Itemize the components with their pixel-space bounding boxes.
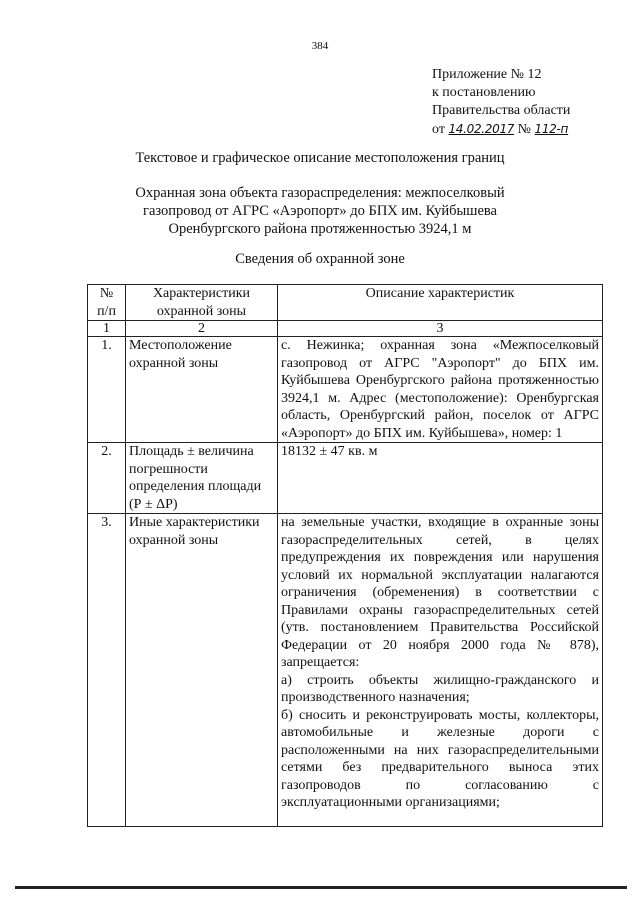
appendix-line-1: Приложение № 12 (432, 67, 542, 82)
row-number: 2. (88, 443, 126, 514)
header-characteristic-line-1: Характеристики (152, 286, 251, 301)
header-characteristic-line-2: охранной зоны (156, 303, 247, 319)
subtitle-line-3: Оренбургского района протяженностью 3924,1 м (168, 221, 472, 237)
appendix-line-2: к постановлению (432, 85, 536, 100)
index-cell: 2 (126, 321, 278, 337)
handwritten-number: 112-п (534, 122, 569, 136)
table-header-row (88, 285, 603, 321)
section-title: Сведения об охранной зоне (235, 251, 405, 267)
row-description: 18132 ± 47 кв. м (278, 443, 603, 514)
header-number-line-1: № (99, 286, 114, 301)
protection-zone-table (87, 284, 603, 827)
appendix-block (432, 66, 570, 139)
page-number: 384 (311, 40, 329, 52)
description-item-b: б) сносить и реконструировать мосты, коллекторы, автомобильные и железные дороги с расположенными на них газораспределительными сетями без предварительного выноса этих газопроводов по согласованию с эксплуатационными организациями; (281, 707, 599, 810)
index-cell: 3 (278, 321, 603, 337)
row-description: с. Нежинка; охранная зона «Межпоселковый газопровод от АГРС "Аэропорт" до БПХ им. Куйбышева Оренбургского района протяженностью 3924,1 м. Адрес (местоположение): Оренбургская область, Оренбургский район, поселок от АГРС «Аэропорт» до БПХ им. Куйбышева», номер: 1 (278, 337, 603, 443)
header-characteristic (126, 285, 278, 321)
header-description: Описание характеристик (278, 285, 603, 321)
index-cell: 1 (88, 321, 126, 337)
number-prefix: № (517, 122, 532, 137)
bottom-divider (15, 886, 627, 889)
date-prefix: от (432, 122, 445, 137)
table-row (88, 514, 603, 827)
appendix-date-line (432, 120, 570, 139)
header-number (88, 285, 126, 321)
row-number: 3. (88, 514, 126, 827)
subtitle-line-1: Охранная зона объекта газораспределения: межпоселковый (135, 185, 505, 201)
table-index-row (88, 321, 603, 337)
document-title: Текстовое и графическое описание местоположения границ (135, 150, 505, 166)
row-characteristic: Иные характеристики охранной зоны (126, 514, 278, 827)
header-number-line-2: п/п (97, 303, 116, 319)
description-main: на земельные участки, входящие в охранные зоны газораспределительных сетей, в целях предупреждения их повреждения или нарушения условий их нормальной эксплуатации налагаются ограничения (обременения) в соответствии с Правилами охраны газораспределительных сетей (утв. постановлением Правительства Российской Федерации от 20 ноября 2000 года № 878), запрещается: (281, 515, 599, 670)
row-characteristic: Площадь ± величина погрешности определения площади (Р ± ΔР) (126, 443, 278, 514)
handwritten-date: 14.02.2017 (448, 122, 515, 136)
document-subtitle (110, 184, 530, 238)
description-item-a: а) строить объекты жилищно-гражданского и производственного назначения; (281, 672, 599, 705)
row-description (278, 514, 603, 827)
row-number: 1. (88, 337, 126, 443)
row-characteristic: Местоположение охранной зоны (126, 337, 278, 443)
subtitle-line-2: газопровод от АГРС «Аэропорт» до БПХ им. Куйбышева (143, 203, 497, 219)
appendix-line-3: Правительства области (432, 103, 571, 118)
table-row (88, 443, 603, 514)
table-row (88, 337, 603, 443)
